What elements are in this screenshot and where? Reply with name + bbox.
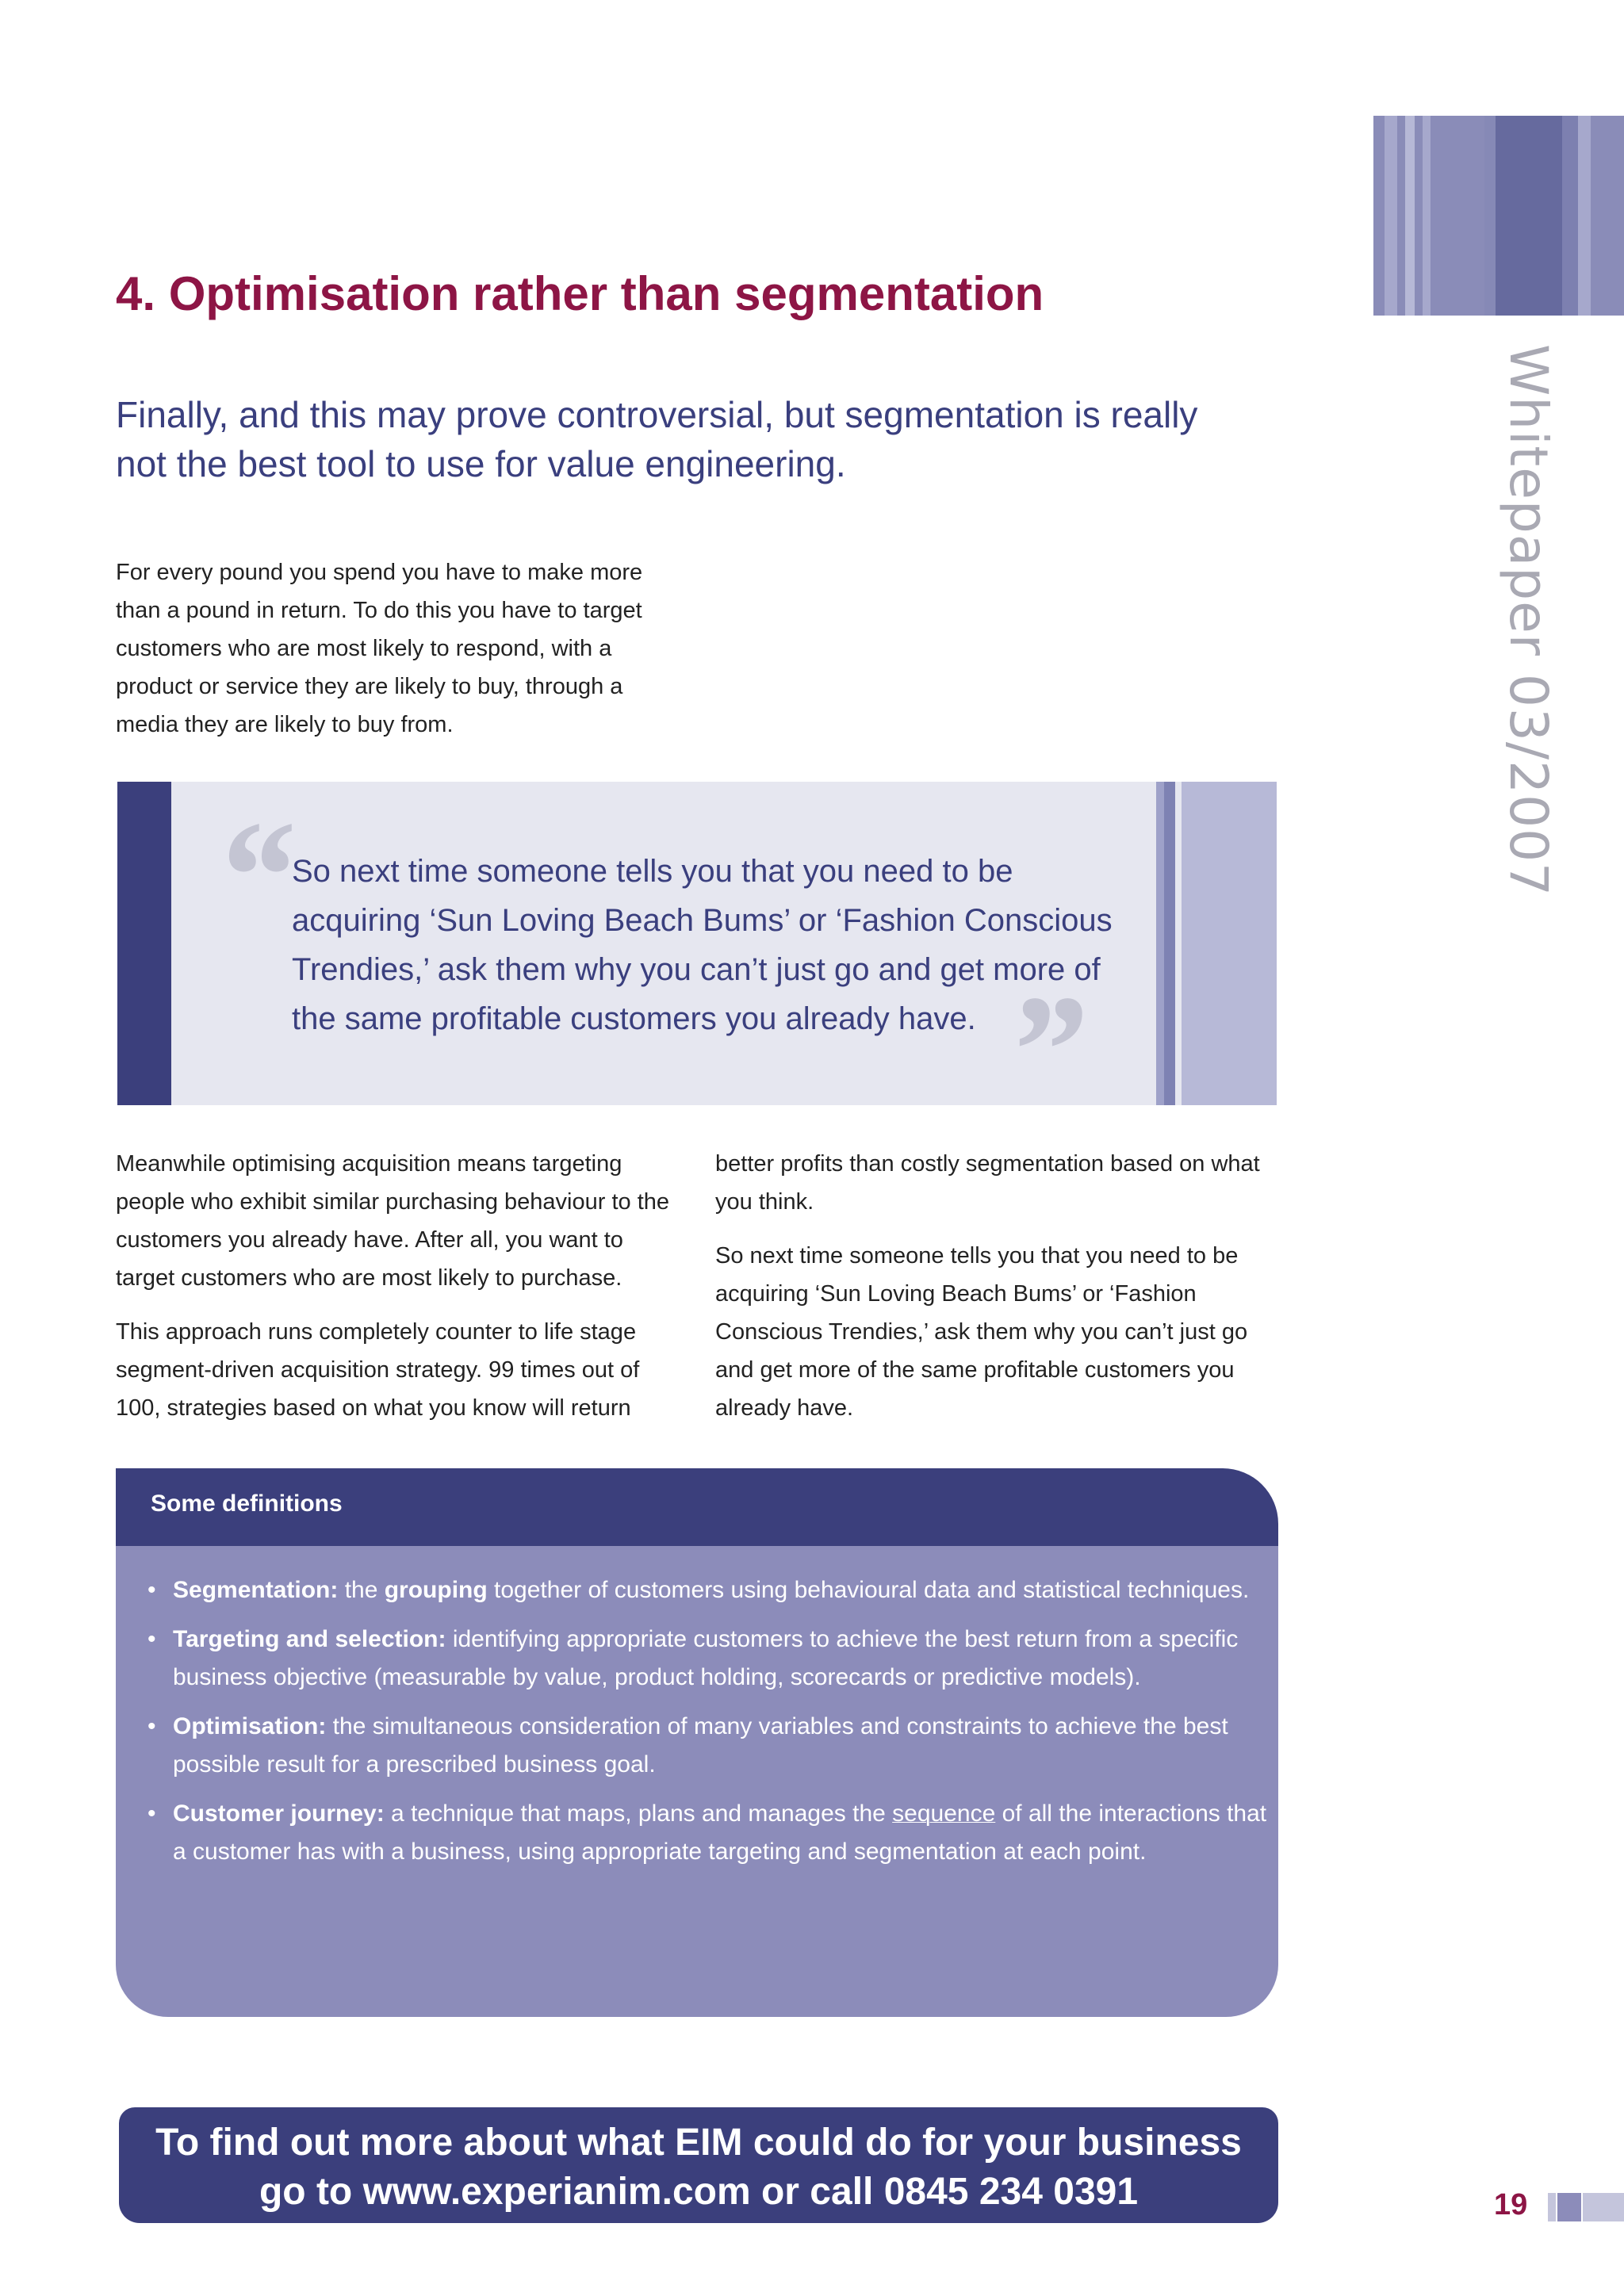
definition-item bbox=[147, 1708, 1274, 1784]
definitions-header bbox=[116, 1468, 1278, 1546]
definition-term: Optimisation: bbox=[173, 1713, 327, 1739]
open-quote-icon: “ bbox=[214, 789, 293, 964]
pull-quote-text: So next time someone tells you that you need to be acquiring ‘Sun Loving Beach Bums’ or ‘Fashion Conscious Trendies,’ ask them why you can’t just go and get more of the same profitable customers you already have. bbox=[292, 854, 1113, 1036]
definition-text: the bbox=[338, 1577, 385, 1603]
contact-line: To find out more about what EIM could do for your business bbox=[155, 2122, 1242, 2164]
pull-quote-box bbox=[117, 782, 1277, 1138]
page-tab-graphic bbox=[1548, 2193, 1556, 2221]
definition-text: of all the interactions that a customer has with a business, using appropriate targeting and segmentation at each point. bbox=[173, 1800, 1267, 1865]
quote-accent-bar bbox=[117, 782, 171, 1105]
close-quote-icon: ” bbox=[1005, 963, 1085, 1138]
definition-underlined: sequence bbox=[892, 1800, 996, 1827]
intro-paragraph: Finally, and this may prove controversial, but segmentation is really not the best tool to use for value engineering. bbox=[116, 394, 1198, 484]
definitions-list bbox=[147, 1571, 1274, 1882]
definition-text: together of customers using behavioural data and statistical techniques. bbox=[487, 1577, 1250, 1603]
header-stripe-graphic bbox=[1373, 116, 1624, 316]
definition-emphasis: grouping bbox=[384, 1577, 488, 1603]
contact-banner bbox=[119, 2107, 1278, 2223]
definition-text: the simultaneous consideration of many variables and constraints to achieve the best possible result for a prescribed business goal. bbox=[173, 1713, 1228, 1777]
body-paragraph: This approach runs completely counter to life stage segment-driven acquisition strategy. 99 times out of 100, strategies based on what you know will return bbox=[116, 1319, 640, 1421]
page-number: 19 bbox=[1494, 2188, 1528, 2221]
quote-stripe bbox=[1164, 782, 1175, 1105]
definition-item bbox=[147, 1571, 1274, 1609]
definition-term: Customer journey: bbox=[173, 1800, 385, 1827]
definition-term: Targeting and selection: bbox=[173, 1626, 446, 1652]
definitions-title: Some definitions bbox=[151, 1490, 343, 1517]
quote-stripe bbox=[1182, 782, 1277, 1105]
left-column bbox=[116, 1145, 687, 1443]
definition-item bbox=[147, 1621, 1274, 1697]
right-column bbox=[715, 1145, 1286, 1443]
definition-term: Segmentation: bbox=[173, 1577, 339, 1603]
definition-text: identifying appropriate customers to achieve the best return from a specific business objective (measurable by value, product holding, scorecards or predictive models). bbox=[173, 1626, 1239, 1690]
body-paragraph: So next time someone tells you that you need to be acquiring ‘Sun Loving Beach Bums’ or ‘Fashion Conscious Trendies,’ ask them why you can’t just go and get more of the same profitable customers you already have. bbox=[715, 1243, 1248, 1421]
definitions-panel bbox=[116, 1468, 1278, 2017]
definition-item bbox=[147, 1795, 1274, 1871]
page-tab-graphic bbox=[1583, 2193, 1624, 2221]
definition-text: a technique that maps, plans and manages the bbox=[384, 1800, 893, 1827]
whitepaper-side-label: Whitepaper 03/2007 bbox=[1498, 344, 1559, 897]
page-tab-graphic bbox=[1557, 2193, 1581, 2221]
section-heading: 4. Optimisation rather than segmentation bbox=[116, 267, 1044, 320]
body-paragraph: Meanwhile optimising acquisition means targeting people who exhibit similar purchasing behaviour to the customers you already have. After all, you want to target customers who are most likely to purchase. bbox=[116, 1151, 670, 1291]
contact-line: go to www.experianim.com or call 0845 234 0391 bbox=[259, 2171, 1139, 2213]
body-paragraph: better profits than costly segmentation based on what you think. bbox=[715, 1151, 1260, 1215]
quote-stripe bbox=[1156, 782, 1164, 1105]
body-paragraph: For every pound you spend you have to make more than a pound in return. To do this you have to target customers who are most likely to respond, with a product or service they are likely to buy, through a media they are likely to buy from. bbox=[116, 560, 643, 737]
